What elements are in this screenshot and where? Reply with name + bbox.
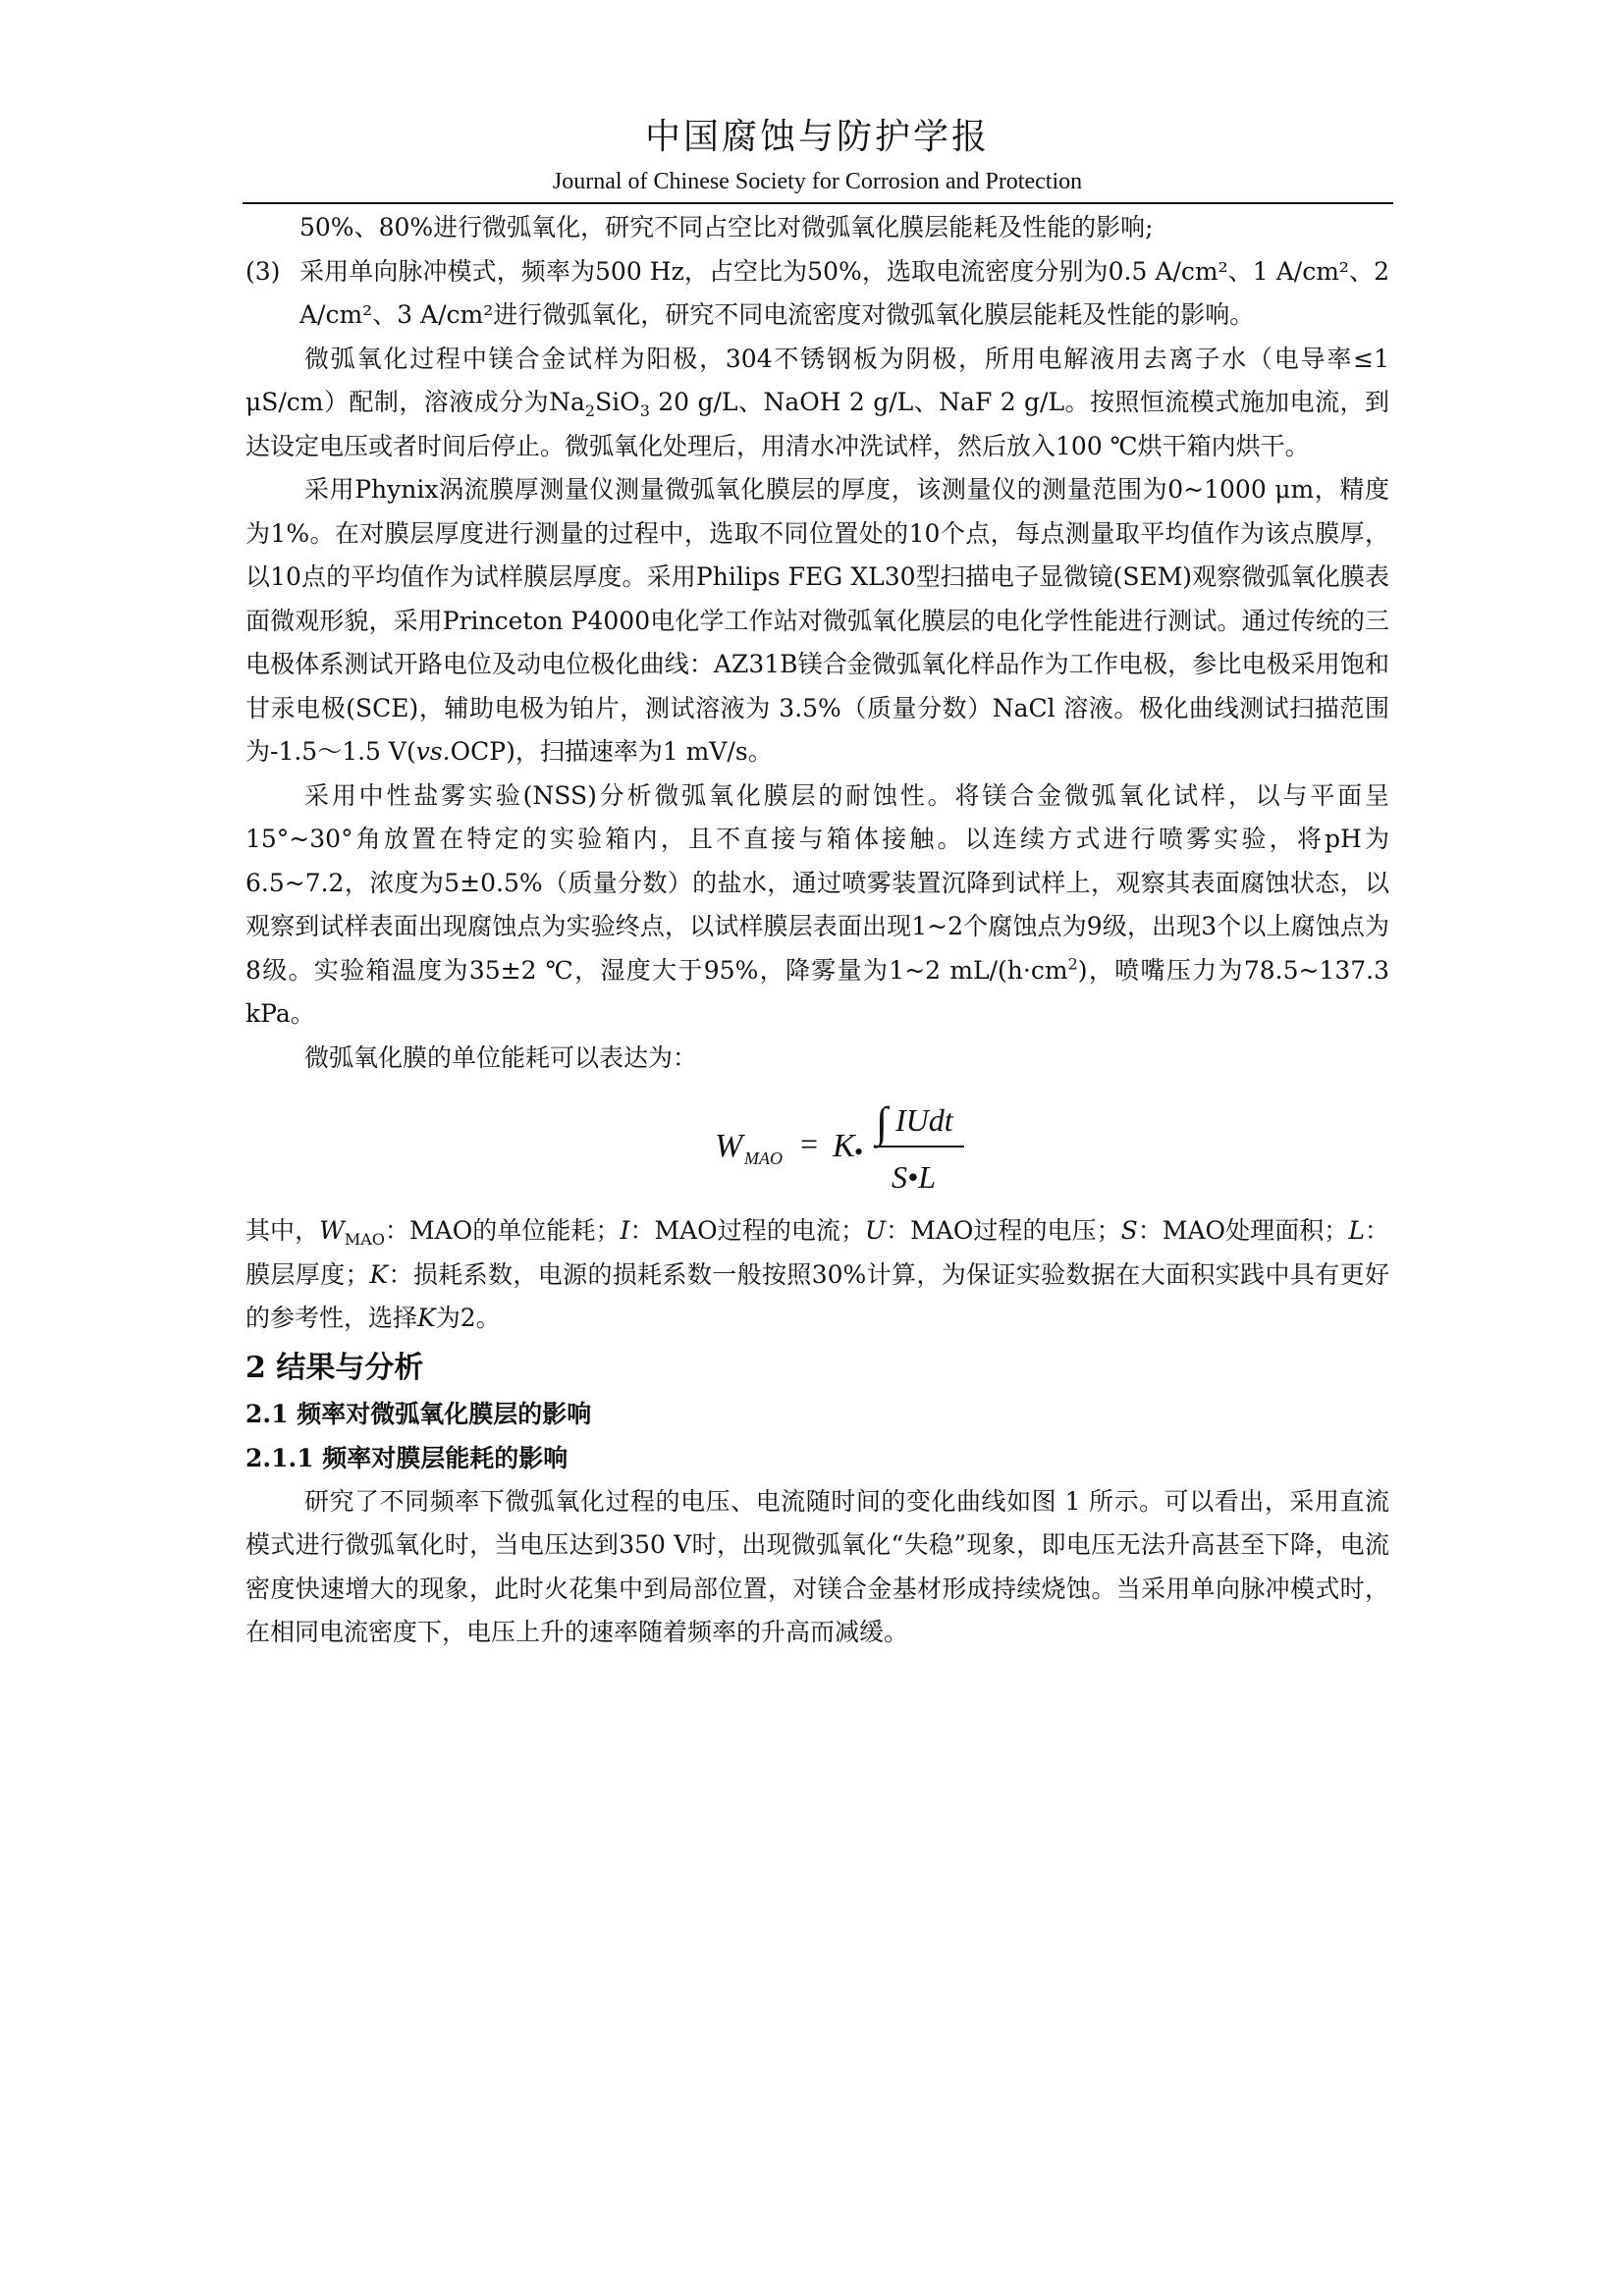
paragraph-salt-spray — [245, 774, 1389, 1037]
journal-title-cn: 中国腐蚀与防护学报 — [644, 117, 990, 157]
italic-text: vs. — [415, 737, 451, 766]
formula-integral: ∫ — [876, 1098, 889, 1147]
paragraph-text: 为2。 — [435, 1304, 501, 1332]
list-item-2-continuation — [245, 206, 1389, 250]
paragraph-text: )，喷嘴压力为78.5~137.3 kPa。 — [245, 955, 1390, 1028]
paragraph-text: ：膜层厚度； — [245, 1216, 1389, 1289]
paragraph-text: ：MAO处理面积； — [1137, 1216, 1349, 1245]
energy-formula — [245, 1080, 1389, 1209]
paragraph-frequency-results: 研究了不同频率下微弧氧化过程的电压、电流随时间的变化曲线如图 1 所示。可以看出，采用直流模式进行微弧氧化时，当电压达到350 V时，出现微弧氧化“失稳”现象，即电压无法升高甚至下降，电流密度快速增大的现象，此时火花集中到局部位置，对镁合金基材形成持续烧蚀。当采用单向脉冲模式时，在相同电流密度下，电压上升的速率随着频率的升高而减缓。 — [245, 1486, 1389, 1646]
paragraph-symbol-definitions — [245, 1209, 1389, 1341]
section-heading-2: 2 结果与分析 — [245, 1350, 424, 1385]
formula-graphic — [707, 1080, 1001, 1209]
formula-numerator: IUdt — [895, 1102, 953, 1138]
body-text — [245, 206, 1389, 1655]
journal-title-en: Journal of Chinese Society for Corrosion and Protection — [552, 169, 1083, 194]
symbol-s: S — [1120, 1216, 1138, 1245]
formula-denominator: S•L — [892, 1159, 936, 1195]
paragraph-text: 20 g/L、NaOH 2 g/L、NaF 2 g/L。按照恒流模式施加电流，到达设定电压或者时间后停止。微弧氧化处理后，用清水冲洗试样，然后放入100 ℃烘干箱内烘干。 — [245, 388, 1389, 460]
formula-equals: = — [800, 1126, 819, 1161]
formula-k: K — [833, 1128, 855, 1164]
paragraph-text: ：MAO的单位能耗； — [384, 1216, 621, 1245]
subscript: 3 — [639, 401, 650, 420]
symbol-w: W — [319, 1216, 345, 1245]
paragraph-text: ：损耗系数，电源的损耗系数一般按照30%计算，为保证实验数据在大面积实践中具有更好的参考性，选择 — [245, 1259, 1389, 1332]
formula-dot: • — [854, 1138, 864, 1166]
list-item-3-number: (3) — [245, 256, 281, 286]
list-item-3-text: 采用单向脉冲模式，频率为500 Hz，占空比为50%，选取电流密度分别为0.5 A/cm²、1 A/cm²、2 A/cm²、3 A/cm²进行微弧氧化，研究不同电流密度对微弧氧化膜层能耗及性能的影响。 — [299, 256, 1389, 329]
symbol-k: K — [369, 1259, 389, 1289]
subscript: 2 — [584, 401, 596, 420]
symbol-i: I — [620, 1216, 630, 1245]
symbol-l: L — [1348, 1216, 1365, 1245]
paragraph-energy-intro: 微弧氧化膜的单位能耗可以表达为： — [304, 1042, 698, 1072]
paragraph-text: 采用中性盐雾实验(NSS)分析微弧氧化膜层的耐蚀性。将镁合金微弧氧化试样，以与平面呈 15°~30°角放置在特定的实验箱内，且不直接与箱体接触。以连续方式进行喷雾实验，将pH为6.5~7.2，浓度为5±0.5%（质量分数）的盐水，通过喷雾装置沉降到试样上，观察其表面腐蚀状态，以观察到试样表面出现腐蚀点为实验终点，以试样膜层表面出现1~2个腐蚀点为9级，出现3个以上腐蚀点为8级。实验箱温度为35±2 ℃，湿度大于95%，降雾量为1~2 mL/(h·cm — [245, 780, 1389, 985]
paragraph-text: ：MAO过程的电压； — [886, 1216, 1121, 1245]
paragraph-text: 采用Phynix涡流膜厚测量仪测量微弧氧化膜层的厚度，该测量仪的测量范围为0~1000 μm，精度为1%。在对膜层厚度进行测量的过程中，选取不同位置处的10个点，每点测量取平均值作为该点膜厚，以10点的平均值作为试样膜层厚度。采用Philips FEG XL30型扫描电子显微镜(SEM)观察微弧氧化膜表面微观形貌，采用Princeton P4000电化学工作站对微弧氧化膜层的电化学性能进行测试。通过传统的三电极体系测试开路电位及动电位极化曲线：AZ31B镁合金微弧氧化样品作为工作电极，参比电极采用饱和甘汞电极(SCE)，辅助电极为铂片，测试溶液为 3.5%（质量分数）NaCl 溶液。极化曲线测试扫描范围为-1.5～1.5 V( — [245, 475, 1389, 766]
header-rule — [243, 202, 1393, 204]
paragraph-text: 微弧氧化过程中镁合金试样为阳极，304不锈钢板为阴极，所用电解液用去离子水（电导率≤1 μS/cm）配制，溶液成分为Na — [245, 344, 1389, 416]
list-item-3 — [245, 250, 1389, 338]
superscript: 2 — [1067, 954, 1078, 974]
formula-lhs-sub: MAO — [744, 1148, 783, 1168]
paragraph-text: OCP)，扫描速率为1 mV/s。 — [450, 737, 773, 766]
list-item-2-text: 50%、80%进行微弧氧化，研究不同占空比对微弧氧化膜层能耗及性能的影响; — [299, 213, 1154, 241]
paragraph-text: ：MAO过程的电流； — [629, 1216, 865, 1245]
subsection-heading-2-1: 2.1 频率对微弧氧化膜层的影响 — [245, 1399, 592, 1428]
subscript: MAO — [344, 1230, 385, 1249]
paragraph-electrolyte — [245, 338, 1389, 469]
symbol-u: U — [864, 1216, 887, 1245]
paragraph-measurement — [245, 468, 1389, 774]
paragraph-text: 其中， — [245, 1216, 320, 1245]
symbol-k: K — [417, 1304, 436, 1332]
paragraph-text: SiO — [595, 388, 640, 416]
subsubsection-heading-2-1-1: 2.1.1 频率对膜层能耗的影响 — [245, 1443, 568, 1472]
formula-lhs: W — [715, 1128, 743, 1164]
